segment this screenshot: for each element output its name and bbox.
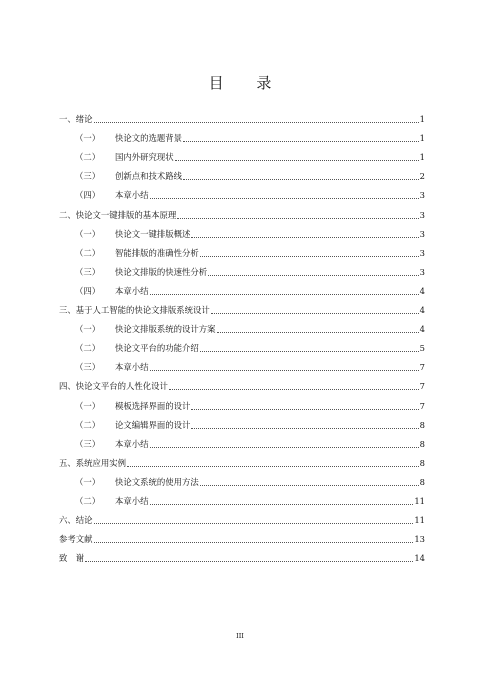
toc-entry-section[interactable] bbox=[59, 264, 425, 278]
toc-entry-section[interactable] bbox=[59, 436, 425, 450]
toc-leader-dots bbox=[183, 170, 419, 180]
toc-entry-chapter[interactable] bbox=[59, 111, 425, 125]
toc-entry-number: （一） bbox=[75, 133, 101, 144]
toc-entry-page: 13 bbox=[414, 534, 425, 545]
toc-entry-number: （二） bbox=[75, 496, 101, 506]
toc-entry-page: 3 bbox=[419, 266, 425, 277]
toc-leader-dots bbox=[150, 438, 419, 448]
toc-leader-dots bbox=[191, 228, 418, 238]
toc-entry-number: 三、 bbox=[59, 305, 76, 315]
toc-entry-page: 3 bbox=[419, 209, 425, 220]
toc-entry-text: 绪论 bbox=[75, 114, 93, 124]
toc-entry-number: （四） bbox=[75, 285, 101, 296]
toc-entry-text: 本章小结 bbox=[115, 285, 149, 296]
toc-entry-text: 参考文献 bbox=[59, 534, 93, 545]
toc-entry-text: 快论文系统的使用方法 bbox=[115, 476, 199, 487]
toc-entry-page: 11 bbox=[414, 515, 425, 526]
toc-entry-number: （一） bbox=[75, 400, 101, 411]
toc-entry-chapter[interactable] bbox=[59, 302, 425, 316]
toc-leader-dots bbox=[150, 189, 419, 199]
toc-entry-section[interactable] bbox=[59, 245, 425, 259]
toc-entry-page: 4 bbox=[419, 324, 425, 335]
toc-leader-dots bbox=[191, 419, 418, 429]
toc-entry-page: 1 bbox=[419, 133, 425, 144]
toc-entry-text: 智能排版的准确性分析 bbox=[115, 247, 199, 258]
toc-entry-page: 5 bbox=[419, 343, 425, 354]
toc-entry-section[interactable] bbox=[59, 359, 425, 373]
toc-entry-page: 11 bbox=[414, 496, 425, 506]
toc-entry-text: 结论 bbox=[75, 515, 93, 526]
toc-leader-dots bbox=[217, 323, 419, 333]
toc-entry-page: 1 bbox=[419, 114, 425, 124]
toc-entry-chapter[interactable] bbox=[59, 531, 425, 545]
toc-leader-dots bbox=[127, 457, 419, 467]
toc-entry-text: 快论文排版的快速性分析 bbox=[115, 266, 208, 277]
toc-entry-page: 8 bbox=[419, 476, 425, 487]
toc-entry-page: 4 bbox=[419, 285, 425, 296]
toc-entry-page: 1 bbox=[419, 152, 425, 163]
toc-title: 目 录 bbox=[208, 74, 286, 92]
toc-leader-dots bbox=[175, 151, 419, 161]
toc-entry-number: （二） bbox=[75, 343, 101, 354]
toc-entry-page: 2 bbox=[419, 171, 425, 182]
toc-leader-dots bbox=[200, 342, 419, 352]
toc-leader-dots bbox=[150, 285, 419, 295]
toc-entry-section[interactable] bbox=[59, 474, 425, 488]
toc-entry-text: 模板选择界面的设计 bbox=[115, 400, 191, 411]
toc-entry-number: （三） bbox=[75, 171, 101, 182]
toc-entry-text: 本章小结 bbox=[115, 438, 149, 449]
toc-entry-number: （三） bbox=[75, 438, 101, 449]
toc-entry-chapter[interactable] bbox=[59, 455, 425, 469]
toc-entry-text: 系统应用实例 bbox=[75, 457, 126, 468]
toc-entry-chapter[interactable] bbox=[59, 512, 425, 526]
toc-entry-text: 论文编辑界面的设计 bbox=[115, 419, 191, 430]
page-number: III bbox=[236, 632, 244, 640]
toc-entry-number: （四） bbox=[75, 190, 101, 201]
toc-entry-number: （二） bbox=[75, 419, 101, 430]
toc-leader-dots bbox=[150, 361, 419, 371]
toc-entry-section[interactable] bbox=[59, 187, 425, 201]
toc-entry-text: 基于人工智能的快论文排版系统设计 bbox=[75, 305, 210, 315]
toc-entry-number: 五、 bbox=[59, 457, 76, 468]
toc-leader-dots bbox=[177, 209, 418, 219]
toc-entry-text: 快论文平台的人性化设计 bbox=[75, 381, 168, 392]
toc-leader-dots bbox=[208, 266, 419, 276]
toc-entry-section[interactable] bbox=[59, 417, 425, 431]
toc-entry-page: 8 bbox=[419, 419, 425, 430]
toc-entry-number: 六、 bbox=[59, 515, 76, 526]
toc-entry-text: 国内外研究现状 bbox=[115, 152, 174, 163]
toc-entry-number: （二） bbox=[75, 152, 101, 163]
toc-entry-number: 一、 bbox=[59, 114, 76, 124]
toc-leader-dots bbox=[94, 533, 414, 543]
toc-entry-text: 致 谢 bbox=[59, 553, 85, 564]
toc-entry-number: （一） bbox=[75, 324, 101, 335]
toc-entry-text: 本章小结 bbox=[115, 496, 149, 506]
toc-entry-chapter[interactable] bbox=[59, 207, 425, 221]
toc-entry-section[interactable] bbox=[59, 340, 425, 354]
toc-entry-number: （一） bbox=[75, 476, 101, 487]
toc-entry-page: 14 bbox=[414, 553, 425, 564]
toc-leader-dots bbox=[94, 514, 414, 524]
toc-entry-number: 四、 bbox=[59, 381, 76, 392]
toc-leader-dots bbox=[200, 476, 419, 486]
toc-entry-section[interactable] bbox=[59, 283, 425, 297]
toc-entry-text: 快论文一键排版概述 bbox=[115, 228, 191, 239]
toc-entry-section[interactable] bbox=[59, 321, 425, 335]
toc-entry-number: （三） bbox=[75, 266, 101, 277]
toc-leader-dots bbox=[191, 400, 418, 410]
toc-leader-dots bbox=[183, 132, 419, 142]
toc-entry-number: 二、 bbox=[59, 209, 76, 220]
toc-leader-dots bbox=[85, 552, 413, 562]
toc-entry-number: （一） bbox=[75, 228, 101, 239]
toc-entry-text: 本章小结 bbox=[115, 362, 149, 373]
toc-entry-number: （二） bbox=[75, 247, 101, 258]
toc-entry-section[interactable] bbox=[59, 130, 425, 144]
toc-entry-section[interactable] bbox=[59, 398, 425, 412]
toc-entry-text: 创新点和技术路线 bbox=[115, 171, 182, 182]
toc-entry-page: 8 bbox=[419, 457, 425, 468]
toc-entry-page: 3 bbox=[419, 190, 425, 201]
toc-entry-chapter[interactable] bbox=[59, 378, 425, 392]
toc-entry-text: 快论文一键排版的基本原理 bbox=[75, 209, 177, 220]
toc-leader-dots bbox=[211, 304, 419, 314]
toc-leader-dots bbox=[94, 113, 419, 123]
toc-entry-text: 本章小结 bbox=[115, 190, 149, 201]
toc-leader-dots bbox=[200, 247, 419, 257]
toc-entry-page: 3 bbox=[419, 247, 425, 258]
toc-entry-page: 8 bbox=[419, 438, 425, 449]
toc-entry-text: 快论文排版系统的设计方案 bbox=[115, 324, 216, 335]
toc-leader-dots bbox=[169, 380, 419, 390]
toc-entry-page: 7 bbox=[419, 400, 425, 411]
toc-leader-dots bbox=[150, 495, 414, 505]
toc-entry-section[interactable] bbox=[59, 149, 425, 163]
toc-entry-section[interactable] bbox=[59, 493, 425, 507]
toc-entry-page: 4 bbox=[419, 305, 425, 315]
toc-entry-section[interactable] bbox=[59, 226, 425, 240]
toc-entry-chapter[interactable] bbox=[59, 550, 425, 564]
toc-entry-text: 快论文平台的功能介绍 bbox=[115, 343, 199, 354]
toc-entry-section[interactable] bbox=[59, 168, 425, 182]
toc-entry-page: 7 bbox=[419, 381, 425, 392]
toc-entry-page: 7 bbox=[419, 362, 425, 373]
toc-entry-page: 3 bbox=[419, 228, 425, 239]
toc-entry-text: 快论文的选题背景 bbox=[115, 133, 182, 144]
toc-entry-number: （三） bbox=[75, 362, 101, 373]
